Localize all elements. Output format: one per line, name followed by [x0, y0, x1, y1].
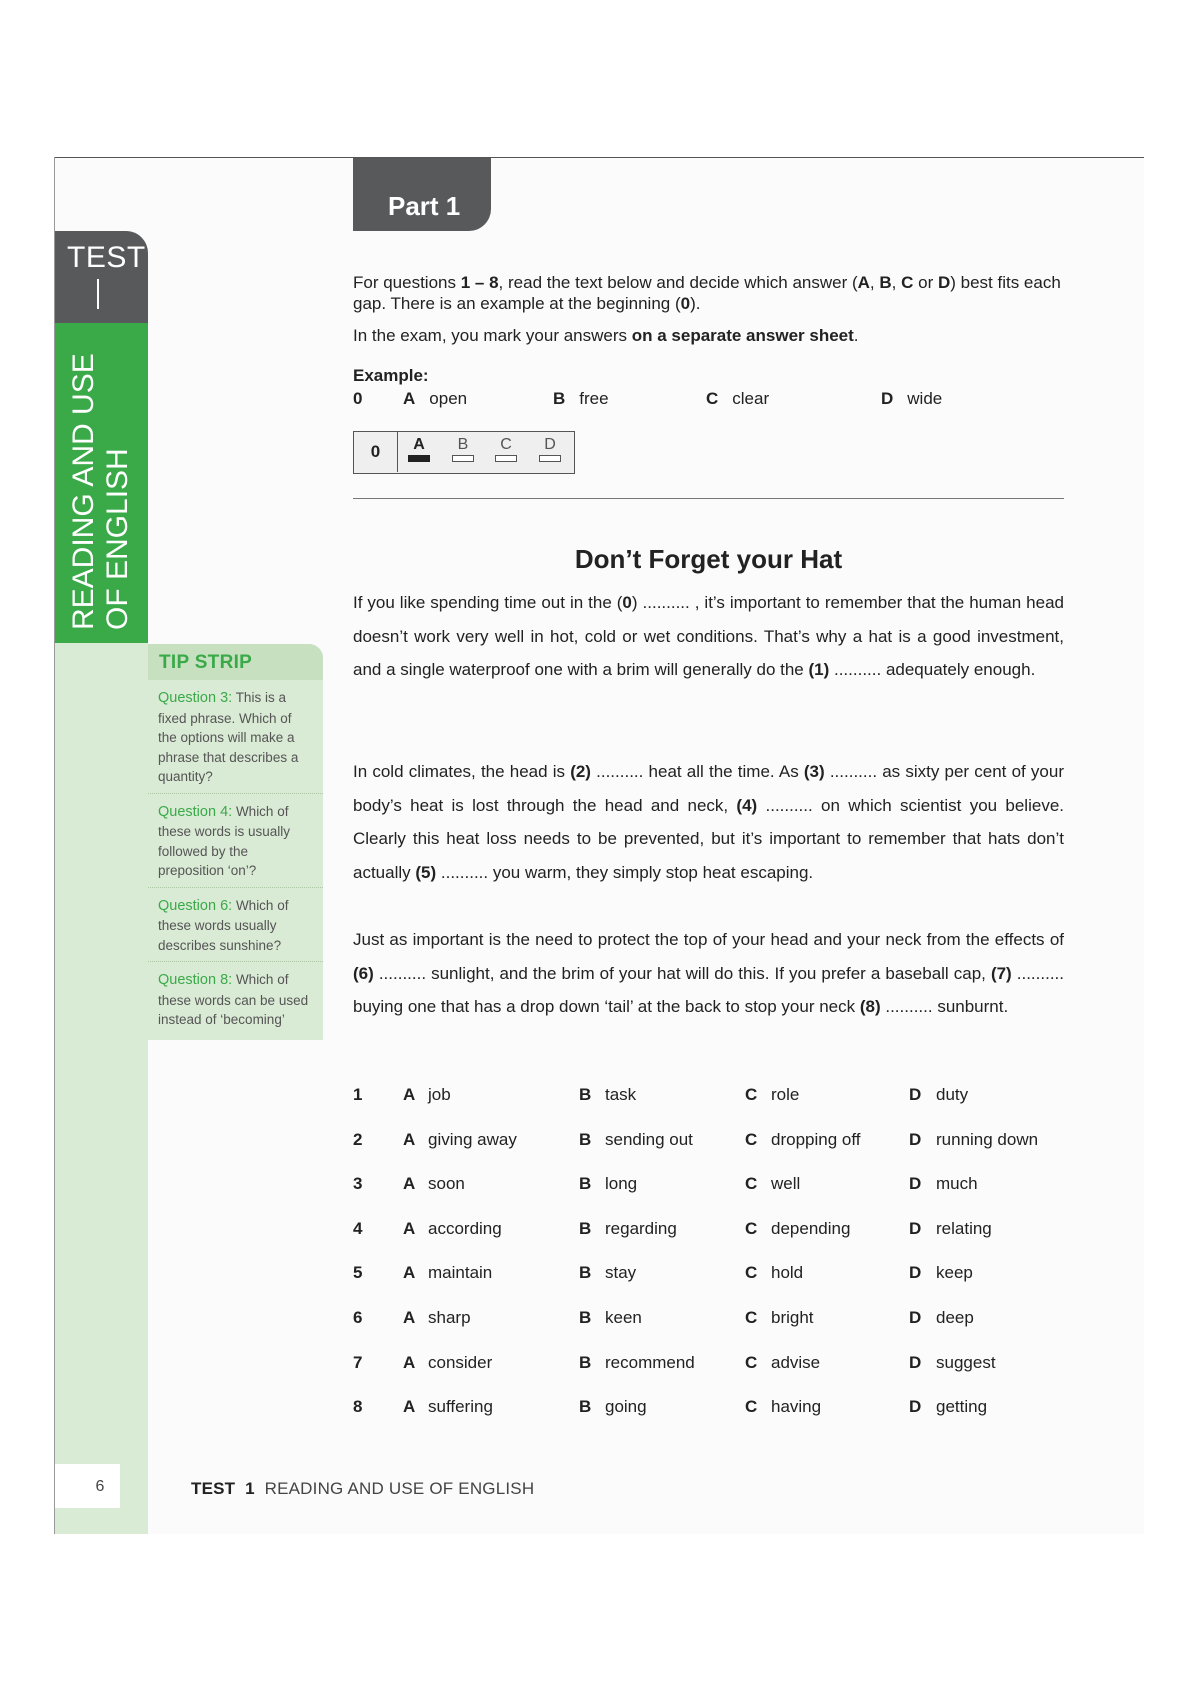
option-letter: A: [403, 1174, 416, 1194]
option-word: recommend: [605, 1352, 695, 1372]
option-word: dropping off: [771, 1129, 861, 1149]
tip-item: [148, 962, 323, 1036]
option-word: advise: [771, 1352, 821, 1372]
option-letter: D: [909, 1174, 922, 1194]
option-word: keep: [936, 1263, 973, 1283]
option-word: sending out: [605, 1129, 693, 1149]
option-letter: D: [909, 1085, 922, 1104]
option-word: maintain: [428, 1263, 493, 1283]
part-label: Part 1: [388, 191, 461, 221]
question-number: 7: [353, 1352, 363, 1372]
option-row: [353, 1219, 1064, 1243]
option-row: [353, 1263, 1064, 1287]
section-title: READING AND USE OF ENGLISH: [67, 353, 134, 630]
option-word: suggest: [936, 1352, 996, 1372]
option-word: suffering: [428, 1397, 493, 1417]
option-word: hold: [771, 1263, 804, 1283]
option-word: regarding: [605, 1218, 677, 1238]
option-word: depending: [771, 1218, 851, 1238]
option-word: task: [605, 1085, 637, 1104]
option-word: according: [428, 1218, 502, 1238]
option-letter: C: [745, 1174, 758, 1194]
option-letter: A: [403, 1397, 416, 1417]
text-paragraph-1: If you like spending time out in the (0) .......... , it’s important to remember that the human head doesn’t work very well in hot, cold or wet conditions. That’s why a hat is a good investment, and a single waterproof one with a brim will generally do the (1) .......... adequately enough.: [353, 593, 1064, 680]
tip-item: [148, 794, 323, 888]
option-letter: A: [403, 1085, 416, 1104]
question-number: 8: [353, 1397, 363, 1417]
example-answer-box: [353, 431, 575, 474]
text-paragraph-3: Just as important is the need to protect the top of your head and your neck from the effects of (6) .......... sunlight, and the brim of your hat will do this. If you prefer a baseball cap, (7) .......... buying one that has a drop down ‘tail’ at the back to stop your neck (8) .......... sunburnt.: [353, 930, 1064, 1017]
option-word: role: [771, 1085, 800, 1104]
question-number: 6: [353, 1308, 363, 1327]
option-row: [353, 1130, 1064, 1154]
tip-question: Question 3:: [158, 690, 233, 706]
option-letter: C: [745, 1397, 758, 1417]
option-letter: A: [403, 1263, 416, 1283]
option-word: well: [771, 1174, 801, 1194]
option-word: much: [936, 1174, 978, 1194]
option-letter: B: [579, 1085, 592, 1104]
tip-text: Which of these words is usually followed by the preposition ‘on’?: [158, 803, 291, 878]
page-frame-top: [54, 157, 1144, 158]
answer-box-option-c: C: [494, 436, 518, 462]
option-letter: B: [579, 1397, 592, 1417]
tip-strip-heading: TIP STRIP: [148, 644, 323, 680]
option-row: [353, 1308, 1064, 1332]
question-number: 5: [353, 1263, 363, 1283]
option-word: going: [605, 1397, 647, 1417]
option-letter: D: [909, 1263, 922, 1283]
option-letter: A: [403, 1129, 416, 1149]
footer: TEST 1 READING AND USE OF ENGLISH: [191, 1479, 535, 1498]
example-option-d: D wide: [881, 389, 943, 408]
tip-text: Which of these words can be used instead of ‘becoming’: [158, 972, 309, 1027]
tip-question: Question 8:: [158, 972, 233, 988]
tip-item: [148, 680, 323, 794]
option-letter: B: [579, 1218, 592, 1238]
option-word: duty: [936, 1085, 969, 1104]
option-word: giving away: [428, 1129, 517, 1149]
answer-box-option-a: A: [407, 436, 431, 462]
option-letter: D: [909, 1397, 922, 1417]
option-letter: C: [745, 1218, 758, 1238]
sidebar-light-strip: [55, 643, 148, 1534]
tip-text: Which of these words usually describes sunshine?: [158, 897, 289, 953]
answer-box-option-d: D: [538, 436, 562, 462]
question-number: 1: [353, 1085, 363, 1104]
question-number: 2: [353, 1129, 363, 1149]
option-word: soon: [428, 1174, 465, 1194]
option-letter: C: [745, 1129, 758, 1149]
instructions-line-2: In the exam, you mark your answers on a separate answer sheet.: [353, 326, 859, 345]
option-word: long: [605, 1174, 638, 1194]
page-number: 6: [95, 1478, 105, 1495]
example-option-c: C clear: [706, 389, 770, 408]
option-row: [353, 1397, 1064, 1421]
text-paragraph-2: In cold climates, the head is (2) .......... heat all the time. As (3) .......... as sixty per cent of your body’s heat is lost through the head and neck, (4) .......... on which scientist you believe. Clearly this heat loss needs to be prevented, but it’s important to remember that hats don’t actually (5) .......... you warm, they simply stop heat escaping.: [353, 762, 1064, 883]
test-tab-label: TEST: [67, 241, 146, 274]
example-option-b: B free: [553, 389, 609, 408]
option-row: [353, 1174, 1064, 1198]
option-letter: B: [579, 1263, 592, 1283]
option-word: keen: [605, 1308, 642, 1327]
tip-item: [148, 888, 323, 963]
option-letter: B: [579, 1129, 592, 1149]
example-number: 0: [353, 389, 363, 408]
option-row: [353, 1085, 1064, 1109]
option-word: deep: [936, 1308, 974, 1327]
question-number: 3: [353, 1174, 363, 1194]
tip-question: Question 6:: [158, 897, 233, 914]
divider: [353, 498, 1064, 499]
tip-text: This is a fixed phrase. Which of the options will make a phrase that describes a quantity?: [158, 690, 299, 784]
part-tab: [353, 158, 491, 231]
option-word: running down: [936, 1129, 1039, 1149]
option-letter: B: [579, 1308, 592, 1327]
option-letter: B: [579, 1352, 592, 1372]
option-letter: C: [745, 1085, 758, 1104]
option-letter: C: [745, 1308, 758, 1327]
option-letter: C: [745, 1352, 758, 1372]
text-title: Don’t Forget your Hat: [574, 544, 843, 574]
option-word: bright: [771, 1308, 814, 1327]
option-row: [353, 1353, 1064, 1377]
answer-box-option-b: B: [451, 436, 475, 462]
example-option-a: A open: [403, 389, 468, 408]
option-word: job: [428, 1085, 451, 1104]
option-letter: C: [745, 1263, 758, 1283]
option-letter: D: [909, 1218, 922, 1238]
instructions-line-1: For questions 1 – 8, read the text below and decide which answer (A, B, C or D) best fits each gap. There is an example at the beginning (0).: [353, 273, 1061, 313]
option-letter: A: [403, 1352, 416, 1372]
question-number: 4: [353, 1218, 363, 1238]
example-label: Example:: [353, 366, 429, 385]
tip-question: Question 4:: [158, 803, 233, 820]
option-word: sharp: [428, 1308, 471, 1327]
option-letter: A: [403, 1308, 416, 1327]
option-letter: D: [909, 1129, 922, 1149]
option-letter: A: [403, 1218, 416, 1238]
tip-strip: [148, 644, 323, 1040]
test-tab: [55, 231, 148, 323]
option-word: consider: [428, 1352, 493, 1372]
option-word: having: [771, 1397, 822, 1417]
option-word: getting: [936, 1397, 988, 1417]
option-word: stay: [605, 1263, 637, 1283]
answer-box-number: 0: [354, 432, 398, 472]
test-tab-number: [97, 279, 99, 309]
option-letter: D: [909, 1352, 922, 1372]
option-letter: D: [909, 1308, 922, 1327]
option-word: relating: [936, 1218, 992, 1238]
option-letter: B: [579, 1174, 592, 1194]
